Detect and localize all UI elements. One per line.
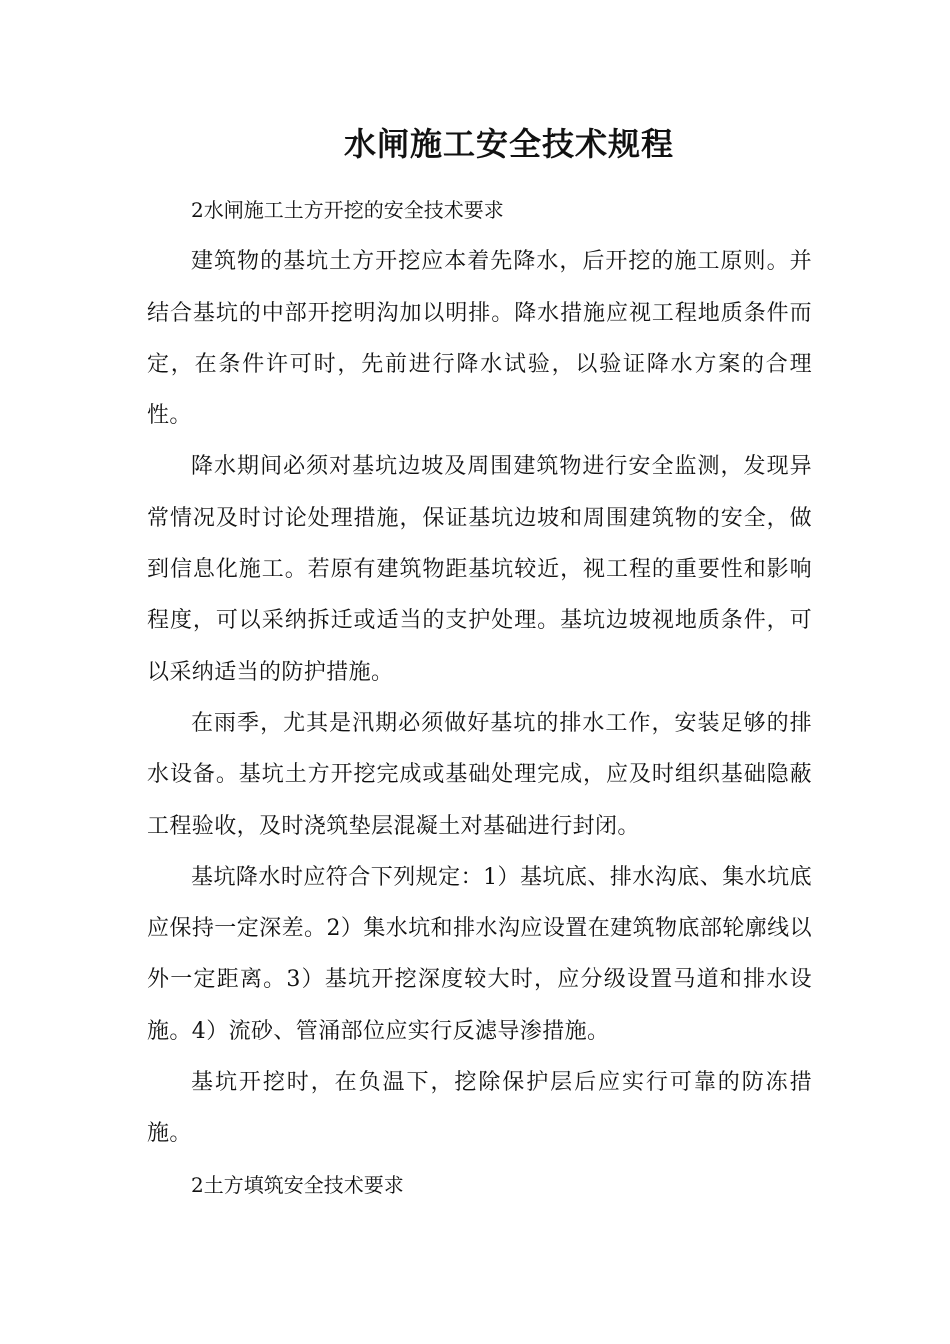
section-heading: 2土方填筑安全技术要求 — [191, 1172, 404, 1197]
body-paragraph: 基坑开挖时，在负温下，挖除保护层后应实行可靠的防冻措施。 — [147, 1070, 812, 1147]
document-body — [147, 185, 812, 1211]
body-paragraph: 降水期间必须对基坑边坡及周围建筑物进行安全监测，发现异常情况及时讨论处理措施，保证基坑边坡和周围建筑物的安全，做到信息化施工。若原有建筑物距基坑较近，视工程的重要性和影响程度，可以采纳拆迁或适当的支护处理。基坑边坡视地质条件，可以采纳适当的防护措施。 — [147, 454, 812, 685]
body-paragraph: 基坑降水时应符合下列规定：1）基坑底、排水沟底、集水坑底应保持一定深差。2）集水坑和排水沟应设置在建筑物底部轮廓线以外一定距离。3）基坑开挖深度较大时，应分级设置马道和排水设施。4）流砂、管涌部位应实行反滤导渗措施。 — [147, 864, 812, 1044]
body-paragraph: 建筑物的基坑土方开挖应本着先降水，后开挖的施工原则。并结合基坑的中部开挖明沟加以明排。降水措施应视工程地质条件而定，在条件许可时，先前进行降水试验，以验证降水方案的合理性。 — [147, 249, 812, 429]
section-heading: 2水闸施工土方开挖的安全技术要求 — [191, 198, 504, 222]
body-paragraph: 在雨季，尤其是汛期必须做好基坑的排水工作，安装足够的排水设备。基坑土方开挖完成或基础处理完成，应及时组织基础隐蔽工程验收，及时浇筑垫层混凝土对基础进行封闭。 — [147, 710, 812, 839]
document-title: 水闸施工安全技术规程 — [343, 125, 674, 163]
